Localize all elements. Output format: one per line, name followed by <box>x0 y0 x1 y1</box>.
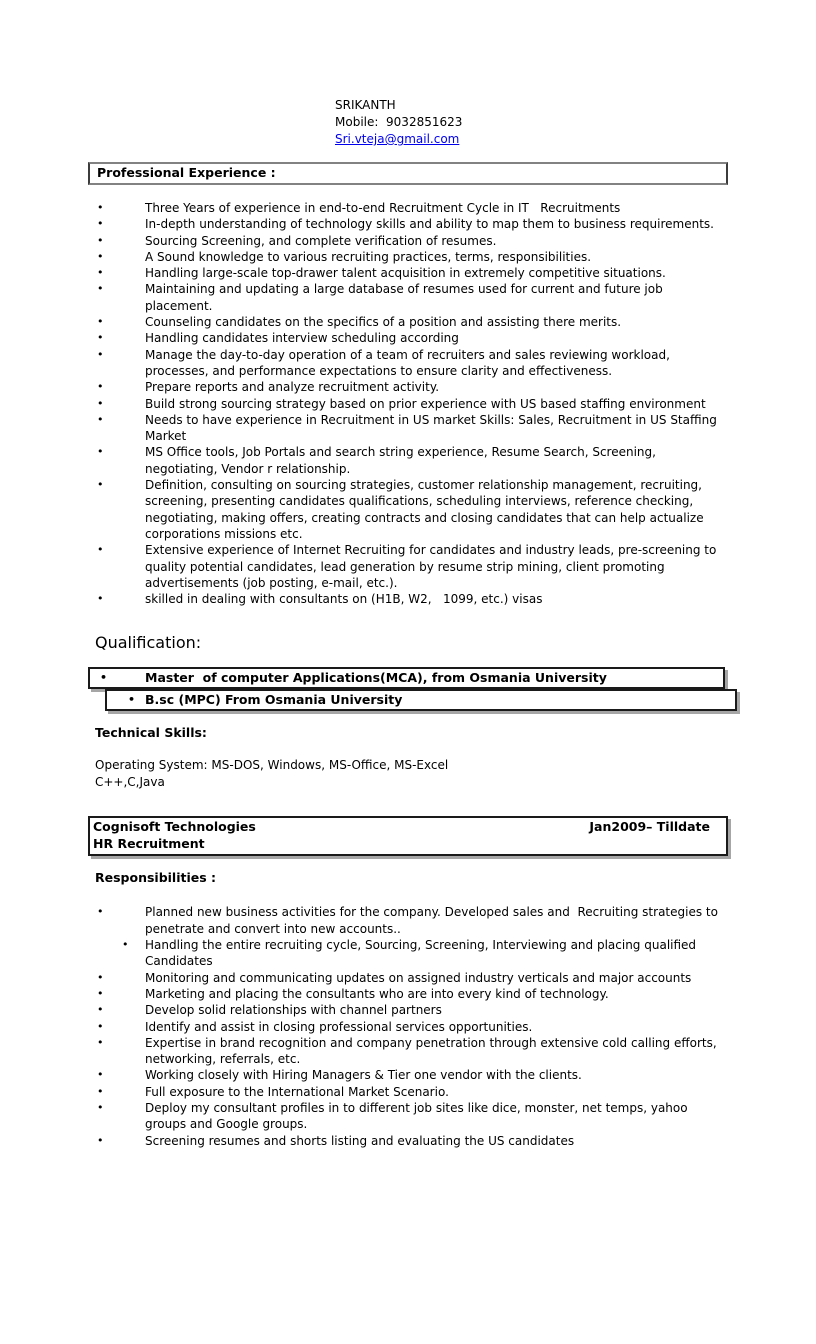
contact-header <box>335 97 740 148</box>
employment-period: Jan2009– Tilldate <box>589 819 710 835</box>
qualification-title: Qualification: <box>95 633 202 653</box>
responsibilities-title: Responsibilities : <box>95 870 217 886</box>
experience-bullet-item <box>88 412 740 445</box>
bullet-icon: • <box>97 201 104 214</box>
responsibility-bullet-item <box>88 1084 740 1100</box>
experience-bullet-item <box>88 233 740 249</box>
bullet-icon: • <box>97 412 104 426</box>
qualification-box-mca <box>88 667 725 689</box>
bullet-icon: • <box>97 249 104 263</box>
experience-bullet-item <box>88 265 740 281</box>
responsibility-bullet-text: Deploy my consultant profiles in to different job sites like dice, monster, net temps, yahoo groups and Google groups. <box>145 1100 692 1132</box>
responsibility-bullet-text: Handling the entire recruiting cycle, Sourcing, Screening, Interviewing and placing qualified Candidates <box>145 938 700 969</box>
responsibility-bullet-text: Screening resumes and shorts listing and evaluating the US candidates <box>145 1133 575 1148</box>
experience-bullet-text: Extensive experience of Internet Recruiting for candidates and industry leads, pre-screening to quality potential candidates, lead generation by resume strip mining, client promoting advertisements (job posting, e-mail, etc.). <box>145 543 721 590</box>
contact-name: SRIKANTH <box>335 98 396 112</box>
bullet-icon: • <box>97 986 104 1000</box>
experience-bullet-text: Maintaining and updating a large database of resumes used for current and future job placement. <box>145 282 667 313</box>
experience-bullet-text: Build strong sourcing strategy based on prior experience with US based staffing environment <box>145 396 706 411</box>
experience-bullet-item <box>88 542 740 591</box>
experience-bullet-text: Prepare reports and analyze recruitment activity. <box>145 380 440 395</box>
bullet-icon: • <box>122 938 129 952</box>
bullet-icon: • <box>97 1100 104 1114</box>
responsibility-bullet-text: Expertise in brand recognition and company penetration through extensive cold calling efforts, networking, referrals, etc. <box>145 1035 721 1067</box>
responsibility-bullet-item <box>88 937 740 970</box>
responsibility-bullet-text: Develop solid relationships with channel partners <box>145 1003 442 1018</box>
contact-email-row <box>335 131 740 148</box>
bullet-icon: • <box>100 671 108 685</box>
responsibility-bullet-item <box>88 1019 740 1035</box>
qualification-text-mca: Master of computer Applications(MCA), from Osmania University <box>145 670 607 686</box>
bullet-icon: • <box>97 445 104 459</box>
experience-bullet-item <box>88 314 740 330</box>
experience-bullet-text: MS Office tools, Job Portals and search string experience, Resume Search, Screening, negotiating, Vendor r relationship. <box>145 445 660 476</box>
experience-bullet-item <box>88 249 740 265</box>
bullet-icon: • <box>97 1035 104 1049</box>
experience-bullet-text: skilled in dealing with consultants on (H1B, W2, 1099, etc.) visas <box>145 592 543 607</box>
bullet-icon: • <box>97 233 104 247</box>
employment-role: HR Recruitment <box>93 835 205 851</box>
experience-bullet-item <box>88 330 740 346</box>
bullet-icon: • <box>128 693 136 707</box>
experience-bullet-item <box>88 591 740 607</box>
professional-experience-header-box <box>88 162 728 185</box>
bullet-icon: • <box>97 315 104 329</box>
bullet-icon: • <box>97 905 104 919</box>
responsibility-bullet-item <box>88 970 740 986</box>
experience-bullet-item <box>88 444 740 477</box>
experience-bullet-item <box>88 396 740 412</box>
responsibility-bullet-text: Full exposure to the International Market Scenario. <box>145 1084 449 1099</box>
bullet-icon: • <box>97 380 104 394</box>
responsibility-bullet-text: Working closely with Hiring Managers & Tier one vendor with the clients. <box>145 1068 582 1083</box>
bullet-icon: • <box>97 1003 104 1017</box>
experience-bullet-text: Handling large-scale top-drawer talent acquisition in extremely competitive situations. <box>145 266 666 281</box>
bullet-icon: • <box>97 282 104 296</box>
experience-bullet-item <box>88 379 740 395</box>
bullet-icon: • <box>97 543 104 557</box>
qualification-text-bsc: B.sc (MPC) From Osmania University <box>145 692 403 708</box>
experience-bullet-text: Needs to have experience in Recruitment in US market Skills: Sales, Recruitment in US Staffing Market <box>145 412 721 444</box>
technical-skills-line-languages: C++,C,Java <box>95 774 165 789</box>
bullet-icon: • <box>97 1084 104 1098</box>
bullet-icon: • <box>97 1019 104 1033</box>
experience-bullet-item <box>88 477 740 542</box>
professional-experience-list <box>88 200 740 607</box>
employment-header-row <box>93 819 720 836</box>
responsibility-bullet-item <box>88 1067 740 1083</box>
technical-skills-line-os: Operating System: MS-DOS, Windows, MS-Office, MS-Excel <box>95 758 449 773</box>
responsibility-bullet-item <box>88 1133 740 1149</box>
experience-bullet-text: Sourcing Screening, and complete verification of resumes. <box>145 233 497 248</box>
responsibility-bullet-text: Marketing and placing the consultants who are into every kind of technology. <box>145 986 609 1001</box>
contact-mobile: Mobile: 9032851623 <box>335 115 463 129</box>
bullet-icon: • <box>97 478 104 492</box>
responsibility-bullet-item <box>88 904 740 937</box>
bullet-icon: • <box>97 217 104 231</box>
professional-experience-title: Professional Experience : <box>97 165 276 180</box>
experience-bullet-item <box>88 200 740 216</box>
bullet-icon: • <box>97 347 104 361</box>
responsibility-bullet-text: Monitoring and communicating updates on assigned industry verticals and major accounts <box>145 970 692 985</box>
qualification-box-bsc <box>105 689 737 711</box>
bullet-icon: • <box>97 592 104 606</box>
responsibility-bullet-item <box>88 1002 740 1018</box>
experience-bullet-text: Three Years of experience in end-to-end Recruitment Cycle in IT Recruitments <box>145 201 621 215</box>
email-link[interactable]: Sri.vteja@gmail.com <box>335 132 460 146</box>
responsibility-bullet-item <box>88 1035 740 1068</box>
responsibilities-list <box>88 904 740 1148</box>
bullet-icon: • <box>97 331 104 345</box>
experience-bullet-text: Handling candidates interview scheduling according <box>145 331 459 346</box>
experience-bullet-text: Manage the day-to-day operation of a team of recruiters and sales reviewing workload, processes, and performance expectations to ensure clarity and effectiveness. <box>145 347 682 378</box>
bullet-icon: • <box>97 970 104 984</box>
experience-bullet-text: A Sound knowledge to various recruiting practices, terms, responsibilities. <box>145 249 592 264</box>
experience-bullet-item <box>88 347 740 380</box>
employment-header-box <box>88 816 728 856</box>
experience-bullet-item <box>88 281 740 314</box>
company-name: Cognisoft Technologies <box>93 819 256 835</box>
responsibility-bullet-text: Identify and assist in closing professional services opportunities. <box>145 1019 533 1034</box>
technical-skills-body <box>95 757 740 790</box>
responsibility-bullet-item <box>88 986 740 1002</box>
experience-bullet-text: In-depth understanding of technology skills and ability to map them to business requirements. <box>145 217 714 232</box>
responsibility-bullet-text: Planned new business activities for the company. Developed sales and Recruiting strategies to penetrate and convert into new accounts.. <box>145 905 722 936</box>
experience-bullet-text: Counseling candidates on the specifics of a position and assisting there merits. <box>145 315 622 330</box>
bullet-icon: • <box>97 396 104 410</box>
experience-bullet-item <box>88 216 740 232</box>
responsibility-bullet-item <box>88 1100 740 1133</box>
bullet-icon: • <box>97 266 104 280</box>
bullet-icon: • <box>97 1133 104 1147</box>
bullet-icon: • <box>97 1068 104 1082</box>
technical-skills-title: Technical Skills: <box>95 725 207 741</box>
experience-bullet-text: Definition, consulting on sourcing strategies, customer relationship management, recruiting, screening, presenting candidates qualifications, scheduling interviews, reference checking, negotiating, making offers, creating contracts and closing candidates that can help actualize corporations missions etc. <box>145 478 708 541</box>
